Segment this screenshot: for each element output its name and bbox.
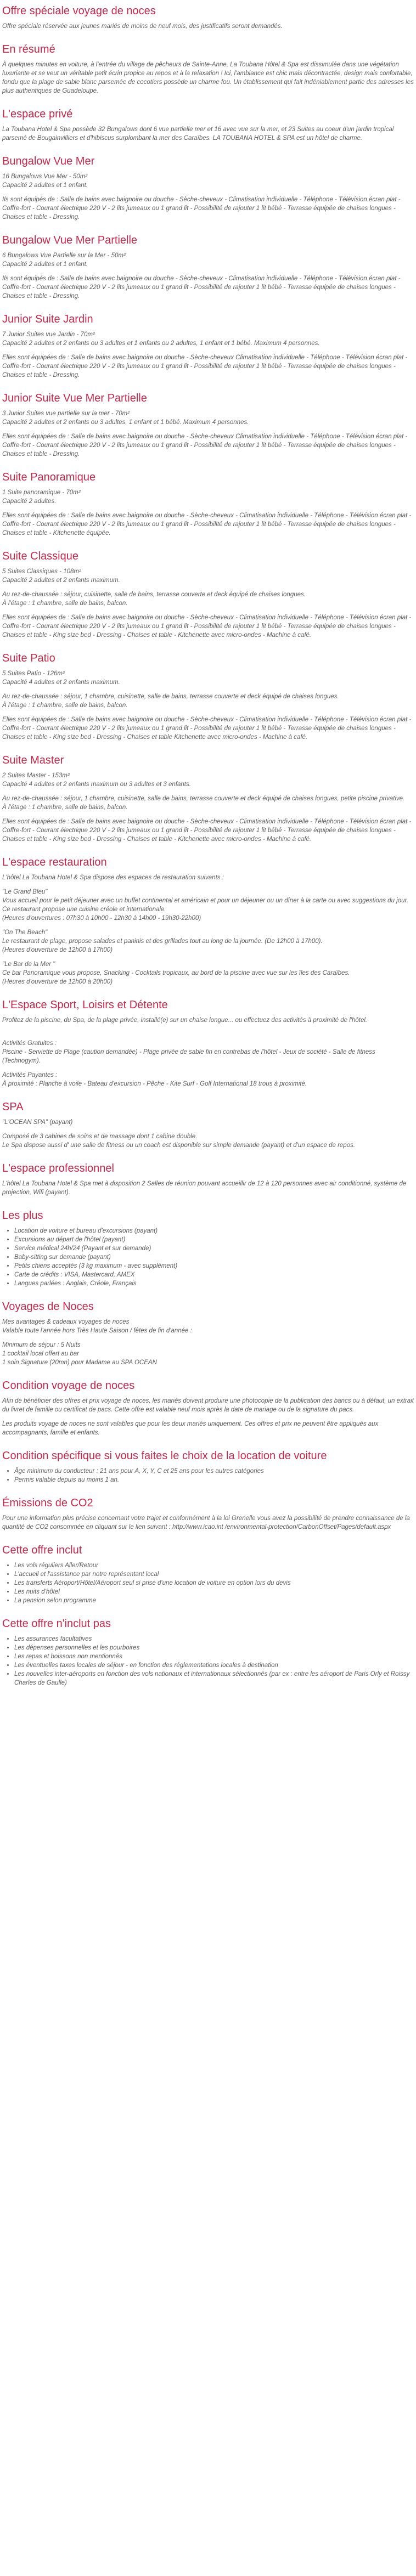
section-les-plus <box>2 1209 414 1288</box>
text-line: 5 Suites Patio - 126m² <box>2 670 65 677</box>
text-line: 3 Junior Suites vue partielle sur la mer - 70m² <box>2 410 130 417</box>
paragraph <box>2 1132 414 1150</box>
paragraph <box>2 794 414 812</box>
text-line: La Toubana Hotel & Spa possède 32 Bungalows dont 6 vue partielle mer et 16 avec vue sur la mer, et 23 Suites au coeur d'un jardin tropical parsemé de Bougainvilliers et d'hibiscus surplombant la mer des Caraïbes. LA TOUBANA HOTEL & SPA est un hôtel de charme. <box>2 126 394 142</box>
section-heading: SPA <box>2 1101 24 1113</box>
paragraph <box>2 1318 414 1335</box>
section-bungalow-vue-mer-partielle <box>2 234 414 301</box>
text-line: Activités Payantes : <box>2 1072 58 1078</box>
paragraph <box>2 888 414 923</box>
paragraph <box>2 1514 414 1532</box>
text-line: Elles sont équipées de : Salle de bains avec baignoire ou douche - Sèche-cheveux - Climatisation individuelle - Téléphone - Télévision écran plat - Coffre-fort - Courant électrique 220 V - 2 lits jumeaux ou 1 grand lit - Possibilité de rajouter 1 lit bébé - Terrasse équipée de chaises longues - Chaises et table - King size bed - Dressing - Chaises et table Kitchenette avec micro-ondes - Machine à café. <box>2 716 412 741</box>
section-heading: Voyages de Noces <box>2 1301 94 1313</box>
text-line: L'hôtel La Toubana Hotel & Spa met à disposition 2 Salles de réunion pouvant accueillir de 12 à 120 personnes avec air conditionné, système de projection, Wifi (payant). <box>2 1180 407 1196</box>
text-line: Au rez-de-chaussée : séjour, 1 chambre, cuisinette, salle de bains, terrasse couverte et deck équipé de chaises longues, petite piscine privative. <box>2 795 405 802</box>
text-line: L'hôtel La Toubana Hotel & Spa dispose des espaces de restauration suivants : <box>2 874 224 881</box>
text-line: Ce restaurant propose une cuisine créole et internationale. <box>2 906 166 913</box>
paragraph <box>2 409 414 427</box>
section-heading: Émissions de CO2 <box>2 1497 93 1509</box>
text-with-link[interactable]: Pour une information plus précise concernant votre trajet et conformément à la loi Grenelle vous avez la possibilité de prendre connaissance de la quantité de CO2 consommée en cliquant sur le lien suivant : http://www.icao.int /environmental-protection/CarbonOffset/Pages/default.aspx <box>2 1515 410 1530</box>
text-line: Composé de 3 cabines de soins et de massage dont 1 cabine double. <box>2 1133 198 1140</box>
text-line: Les produits voyage de noces ne sont valables que pour les deux mariés uniquement. Ces offres et prix ne peuvent être appliqués aux accompagnants, famille et enfants. <box>2 1421 379 1436</box>
text-line: (Heures d'ouvertures : 07h30 à 10h00 - 12h30 à 14h00 - 19h30-22h00) <box>2 915 201 922</box>
text-line: Offre spéciale réservée aux jeunes mariés de moins de neuf mois, des justificatifs seront demandés. <box>2 23 283 30</box>
text-line: Capacité 4 adultes et 2 enfants maximum ou 3 adultes et 3 enfants. <box>2 781 191 788</box>
text-line: Ils sont équipés de : Salle de bains avec baignoire ou douche - Sèche-cheveux - Climatisation individuelle - Téléphone - Télévision écran plat - Coffre-fort - Courant électrique 220 V - 2 lits jumeaux ou 1 grand lit - Possibilité de rajouter 1 lit bébé - Terrasse équipée de chaises longues - Chaises et table - Dressing. <box>2 275 401 300</box>
bullet-item: • Carte de crédits : VISA, Mastercard, AMEX <box>14 1270 414 1279</box>
text-line: Activités Gratuites : <box>2 1040 57 1047</box>
text-line: Profitez de la piscine, du Spa, de la plage privée, installé(e) sur un chaise longue... ou effectuez des activités à proximité de l'hôtel. <box>2 1017 368 1024</box>
section-l-espace-sport-loisirs-et-detente <box>2 998 414 1088</box>
paragraph <box>2 251 414 269</box>
text-line: "Le Bar de la Mer " <box>2 961 55 968</box>
paragraph <box>2 1420 414 1437</box>
text-line: À l'étage : 1 chambre, salle de bains, balcon. <box>2 702 128 709</box>
bullet-item: • Permis valable depuis au moins 1 an. <box>14 1476 414 1484</box>
paragraph <box>2 692 414 710</box>
paragraph <box>2 488 414 506</box>
text-line: Elles sont équipées de : Salle de bains avec baignoire ou douche - Sèche-cheveux - Climatisation individuelle - Téléphone - Télévision écran plat - Coffre-fort - Courant électrique 220 V - 2 lits jumeaux ou 1 grand lit - Possibilité de rajouter 1 lit bébé - Terrasse équipée de chaises longues - Chaises et table - Kitchenette équipée. <box>2 512 412 536</box>
section-heading: Bungalow Vue Mer <box>2 155 95 167</box>
section-suite-classique <box>2 550 414 640</box>
text-line: Elles sont équipées de : Salle de bains avec baignoire ou douche - Sèche-cheveux - Climatisation individuelle - Téléphone - Télévision écran plat - Coffre-fort - Courant électrique 220 V - 2 lits jumeaux ou 1 grand lit - Possibilité de rajouter 1 lit bébé - Terrasse équipée de chaises longues - Chaises et table - King size bed - Dressing - Chaises et table - Kitchenette avec micro-ondes - Machine à café. <box>2 614 412 639</box>
bullet-item: • Les vols réguliers Aller/Retour <box>14 1561 414 1570</box>
text-line: Le Spa dispose aussi d' une salle de fitness ou un coach est disponible sur simple demande (payant) et d'un espace de repos. <box>2 1142 356 1149</box>
section-l-espace-professionnel <box>2 1162 414 1197</box>
text-line: Capacité 2 adultes et 2 enfants ou 3 adultes et 1 enfants ou 2 adultes, 1 enfant et 1 bébé. Maximum 4 personnes. <box>2 340 320 347</box>
section-heading: En résumé <box>2 43 55 55</box>
text-line: 1 Suite panoramique - 70m² <box>2 489 81 496</box>
paragraph <box>2 1341 414 1367</box>
text-line: Au rez-de-chaussée : séjour, 1 chambre, cuisinette, salle de bains, terrasse couverte et deck équipé de chaises longues. <box>2 693 339 700</box>
section-heading: Cette offre n'inclut pas <box>2 1618 111 1630</box>
paragraph <box>2 172 414 190</box>
paragraph <box>2 590 414 608</box>
paragraph <box>2 928 414 954</box>
bullet-item: • Petits chiens acceptés (3 kg maximum - avec supplément) <box>14 1262 414 1270</box>
section-heading: Condition voyage de noces <box>2 1380 135 1392</box>
section-heading: L'espace restauration <box>2 856 107 868</box>
bullet-item: • Les éventuelles taxes locales de séjour - en fonction des réglementations locales à destination <box>14 1661 414 1670</box>
bullet-item: • Les nuits d'hôtel <box>14 1588 414 1596</box>
text-line: (Heures d'ouverture de 12h00 à 17h00) <box>2 947 113 953</box>
text-line: 7 Junior Suites vue Jardin - 70m² <box>2 331 95 338</box>
text-line: Ce bar Panoramique vous propose, Snacking - Cocktails tropicaux, au bord de la piscine avec vue sur les îles des Caraïbes. <box>2 970 350 976</box>
text-line: Ils sont équipés de : Salle de bains avec baignoire ou douche - Sèche-cheveux - Climatisation individuelle - Téléphone - Télévision écran plat - Coffre-fort - Courant électrique 220 V - 2 lits jumeaux ou 1 grand lit - Possibilité de rajouter 1 lit bébé - Terrasse équipée de chaises longues - Chaises et table - Dressing. <box>2 196 401 221</box>
text-line: "On The Beach" <box>2 929 48 936</box>
section-heading: Suite Classique <box>2 550 78 562</box>
paragraph <box>2 195 414 222</box>
paragraph <box>2 1016 414 1025</box>
text-line: Capacité 4 adultes et 2 enfants maximum. <box>2 679 120 686</box>
section-heading: Les plus <box>2 1210 43 1222</box>
text-line: Elles sont équipées de : Salle de bains avec baignoire ou douche - Sèche-cheveux - Climatisation individuelle - Téléphone - Télévision écran plat - Coffre-fort - Courant électrique 220 V - 2 lits jumeaux ou 1 grand lit - Possibilité de rajouter 1 lit bébé - Terrasse équipée de chaises longues - Chaises et table - King size bed - Dressing - Chaises et table - Kitchenette avec micro-ondes - Machine à café. <box>2 818 412 843</box>
text-line: Capacité 2 adultes et 2 enfants ou 3 adultes, 1 enfant et 1 bébé. Maximum 4 personnes. <box>2 419 249 426</box>
bullet-item: • Âge minimum du conducteur : 21 ans pour A, X, Y, C et 25 ans pour les autres catégories <box>14 1467 414 1476</box>
text-line: À l'étage : 1 chambre, salle de bains, balcon. <box>2 804 128 811</box>
paragraph <box>2 715 414 742</box>
paragraph <box>2 432 414 459</box>
paragraph <box>2 817 414 844</box>
paragraph <box>2 1071 414 1088</box>
section-heading: L'Espace Sport, Loisirs et Détente <box>2 999 168 1011</box>
section-voyages-de-noces <box>2 1300 414 1367</box>
paragraph <box>2 60 414 95</box>
section-cette-offre-n-inclut-pas <box>2 1617 414 1687</box>
paragraph <box>2 330 414 348</box>
section-spa <box>2 1100 414 1150</box>
section-heading: L'espace professionnel <box>2 1162 114 1174</box>
section-cette-offre-inclut <box>2 1544 414 1605</box>
section-heading: L'espace privé <box>2 108 73 120</box>
section-heading: Suite Master <box>2 754 64 766</box>
paragraph <box>2 613 414 640</box>
bullet-list <box>14 1561 414 1605</box>
text-line: Minimum de séjour : 5 Nuits <box>2 1342 81 1348</box>
section-heading: Cette offre inclut <box>2 1544 82 1556</box>
text-line: Capacité 2 adultes. <box>2 498 57 505</box>
text-line: À quelques minutes en voiture, à l'entrée du village de pêcheurs de Sainte-Anne, La Toubana Hôtel & Spa est dissimulée dans une végétation luxuriante et se veut un véritable petit écrin propice au repos et à la relaxation ! Ici, l'ambiance est chic mais décontractée, design mais confortable, fondu que la plage de sable blanc parsemée de cocotiers possède un charme fou. Un établissement qui fait indéniablement partie des adresses les plus authentiques de Guadeloupe. <box>2 61 414 94</box>
text-line: Au rez-de-chaussée : séjour, cuisinette, salle de bains, terrasse couverte et deck équipé de chaises longues. <box>2 591 306 598</box>
paragraph <box>2 1397 414 1414</box>
text-line: 2 Suites Master - 153m² <box>2 772 70 779</box>
bullet-item: • Les dépenses personnelles et les pourboires <box>14 1643 414 1652</box>
bullet-item: • Baby-sitting sur demande (payant) <box>14 1253 414 1262</box>
section-suite-panoramique <box>2 471 414 538</box>
section-en-resume <box>2 43 414 95</box>
section-heading: Suite Patio <box>2 652 55 664</box>
paragraph <box>2 567 414 585</box>
paragraph <box>2 1118 414 1127</box>
text-line: "Le Grand Bleu" <box>2 889 48 895</box>
section-l-espace-prive <box>2 108 414 143</box>
text-line: "L'OCEAN SPA" (payant) <box>2 1119 73 1126</box>
section-suite-master <box>2 754 414 844</box>
section-emissions-de-co2 <box>2 1496 414 1532</box>
text-line: Afin de bénéficier des offres et prix voyage de noces, les mariés doivent produire une photocopie de la publication des bancs ou à défaut, un extrait du livret de famille ou certificat de pacs. Cette offre est valable neuf mois après la date de mariage ou de la signature du pacs. <box>2 1398 414 1413</box>
paragraph <box>2 1179 414 1197</box>
section-heading: Offre spéciale voyage de noces <box>2 5 156 17</box>
text-line: Capacité 2 adultes et 1 enfant. <box>2 182 88 189</box>
text-line: Valable toute l'année hors Très Haute Saison / fêtes de fin d'année : <box>2 1327 192 1334</box>
bullet-item: • Les repas et boissons non mentionnés <box>14 1652 414 1661</box>
paragraph <box>2 960 414 986</box>
text-line: Capacité 2 adultes et 2 enfants maximum. <box>2 577 120 584</box>
bullet-item: • Les assurances facultatives <box>14 1635 414 1643</box>
section-suite-patio <box>2 652 414 742</box>
section-heading: Bungalow Vue Mer Partielle <box>2 234 138 246</box>
paragraph <box>2 511 414 538</box>
text-line: Piscine - Serviette de Plage (caution demandée) - Plage privée de sable fin en contrebas de l'hôtel - Jeux de société - Salle de fitness (Technogym). <box>2 1049 375 1064</box>
text-line: À l'étage : 1 chambre, salle de bains, balcon. <box>2 600 128 607</box>
section-condition-voyage-de-noces <box>2 1379 414 1437</box>
bullet-item: • Les transferts Aéroport/Hôtel/Aéroport seul si prise d'une location de voiture en option lors du devis <box>14 1579 414 1588</box>
section-offre-speciale-voyage-de-noces <box>2 4 414 31</box>
bullet-list <box>14 1227 414 1288</box>
paragraph <box>2 873 414 882</box>
bullet-item: • Les nouvelles inter-aéroports en fonction des vols nationaux et internationaux sélectionnés (par ex : entre les aéroport de Paris Orly et Roissy Charles de Gaulle) <box>14 1670 414 1687</box>
bullet-item: • Langues parlées : Anglais, Créole, Français <box>14 1279 414 1288</box>
paragraph <box>2 22 414 31</box>
paragraph <box>2 125 414 143</box>
text-line: À proximité : Planche à voile - Bateau d'excursion - Pêche - Kite Surf - Golf International 18 trous à proximité. <box>2 1081 307 1087</box>
section-heading: Condition spécifique si vous faites le choix de la location de voiture <box>2 1450 327 1462</box>
bullet-item: • Service médical 24h/24 (Payant et sur demande) <box>14 1244 414 1253</box>
text-line: 16 Bungalows Vue Mer - 50m² <box>2 173 88 180</box>
paragraph <box>2 353 414 380</box>
text-line: Elles sont équipées de : Salle de bains avec baignoire ou douche - Sèche-cheveux Climatisation individuelle - Téléphone - Télévision écran plat - Coffre-fort - Courant électrique 220 V - 2 lits jumeaux ou 1 grand lit - Possibilité de rajouter 1 lit bébé - Terrasse équipée de chaises longues - Chaises et table - Dressing. <box>2 433 408 457</box>
paragraph <box>2 274 414 301</box>
bullet-item: • La pension selon programme <box>14 1596 414 1605</box>
text-line: 1 soin Signature (20mn) pour Madame au SPA OCEAN <box>2 1359 157 1366</box>
section-l-espace-restauration <box>2 856 414 986</box>
bullet-item: • Excursions au départ de l'hôtel (payant) <box>14 1235 414 1244</box>
text-line: Mes avantages & cadeaux voyages de noces <box>2 1319 130 1325</box>
text-line: 6 Bungalows Vue Partielle sur la Mer - 50m² <box>2 252 126 259</box>
bullet-list <box>14 1635 414 1687</box>
section-heading: Suite Panoramique <box>2 471 96 483</box>
paragraph <box>2 669 414 687</box>
section-heading: Junior Suite Jardin <box>2 313 93 325</box>
bullet-item: • Location de voiture et bureau d'excursions (payant) <box>14 1227 414 1235</box>
section-condition-specifique-si-vous-faites-le-choix-de-la-location-de-voiture <box>2 1449 414 1484</box>
text-line: Vous accueil pour le petit déjeuner avec un buffet continental et américain et pour un déjeuner ou un dîner à la carte ou avec suggestions du jour. <box>2 897 409 904</box>
text-line: Capacité 2 adultes et 1 enfant. <box>2 261 88 268</box>
text-line: (Heures d'ouverture de 12h00 à 20h00) <box>2 979 113 985</box>
bullet-list <box>14 1467 414 1484</box>
section-junior-suite-jardin <box>2 313 414 380</box>
text-line: 1 cocktail local offert au bar <box>2 1351 79 1357</box>
text-line: Elles sont équipées de : Salle de bains avec baignoire ou douche - Sèche-cheveux Climatisation individuelle - Téléphone - Télévision écran plat - Coffre-fort - Courant électrique 220 V - 2 lits jumeaux ou 1 grand lit - Possibilité de rajouter 1 lit bébé - Terrasse équipée de chaises longues - Chaises et table - Dressing. <box>2 354 408 379</box>
paragraph <box>2 1030 414 1065</box>
bullet-item: • L'accueil et l'assistance par notre représentant local <box>14 1570 414 1579</box>
section-junior-suite-vue-mer-partielle <box>2 392 414 459</box>
paragraph <box>2 771 414 789</box>
text-line: Le restaurant de plage, propose salades et paninis et des grillades tout au long de la journée. (De 12h00 à 17h00). <box>2 938 323 945</box>
text-line: 5 Suites Classiques - 108m² <box>2 568 81 575</box>
section-bungalow-vue-mer <box>2 155 414 222</box>
section-heading: Junior Suite Vue Mer Partielle <box>2 392 147 404</box>
